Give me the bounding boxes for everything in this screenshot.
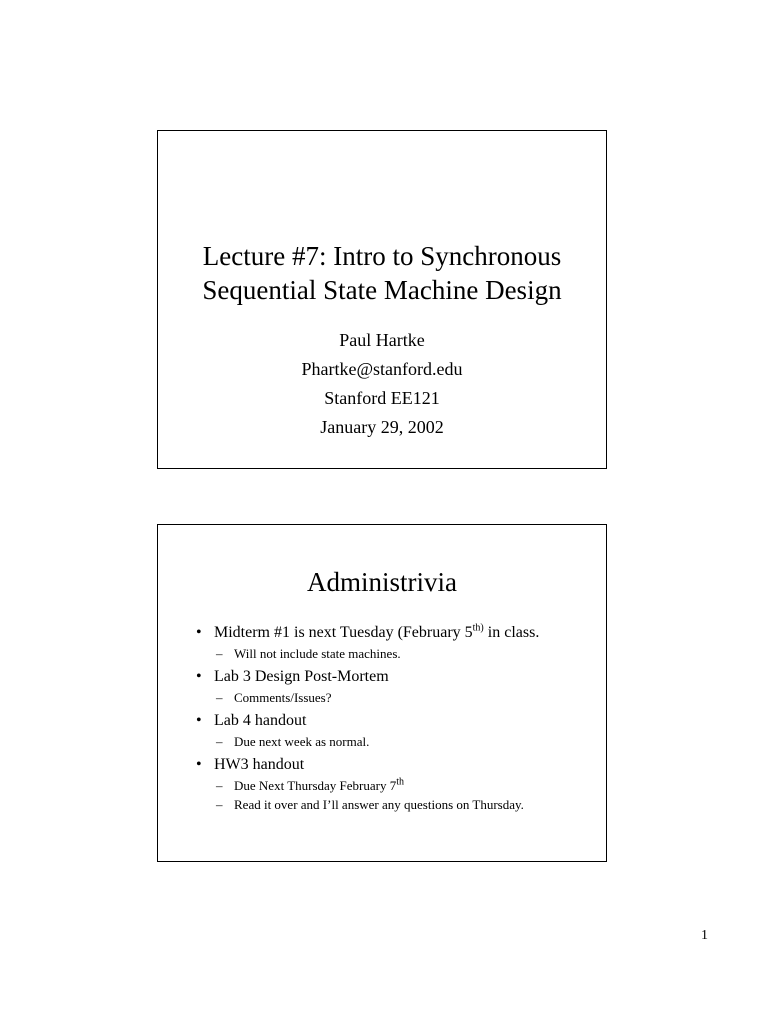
sub-bullet-item bbox=[196, 777, 596, 794]
bullet-text: Midterm #1 is next Tuesday (February 5 bbox=[214, 624, 473, 641]
superscript: th) bbox=[472, 622, 484, 634]
page-number: 1 bbox=[701, 928, 708, 943]
slide-1-title bbox=[158, 239, 606, 307]
bullet-text-continued: in class. bbox=[483, 624, 540, 641]
course-name: Stanford EE121 bbox=[324, 388, 440, 408]
bullet-item: • Lab 4 handout bbox=[196, 711, 596, 730]
slide-1 bbox=[157, 130, 607, 469]
slide-1-meta bbox=[158, 326, 606, 442]
sub-bullet-item: – Will not include state machines. bbox=[196, 645, 596, 662]
author-name: Paul Hartke bbox=[339, 330, 425, 350]
bullet-item: • HW3 handout bbox=[196, 755, 596, 774]
bullet-item: • Lab 3 Design Post-Mortem bbox=[196, 667, 596, 686]
sub-bullet-item: – Due next week as normal. bbox=[196, 733, 596, 750]
bullet-item bbox=[196, 623, 596, 642]
sub-bullet-text: Due Next Thursday February 7 bbox=[234, 778, 397, 793]
slide-1-title-line-1: Lecture #7: Intro to Synchronous bbox=[202, 241, 562, 271]
superscript: th bbox=[396, 776, 405, 788]
slide-2-title: Administrivia bbox=[307, 567, 457, 597]
lecture-date: January 29, 2002 bbox=[320, 417, 444, 437]
slide-2 bbox=[157, 524, 607, 862]
sub-bullet-item: – Comments/Issues? bbox=[196, 689, 596, 706]
bullet-list bbox=[196, 623, 596, 813]
author-email: Phartke@stanford.edu bbox=[301, 359, 463, 379]
sub-bullet-item: – Read it over and I’ll answer any questions on Thursday. bbox=[196, 796, 596, 813]
slide-1-title-line-2: Sequential State Machine Design bbox=[202, 275, 562, 305]
